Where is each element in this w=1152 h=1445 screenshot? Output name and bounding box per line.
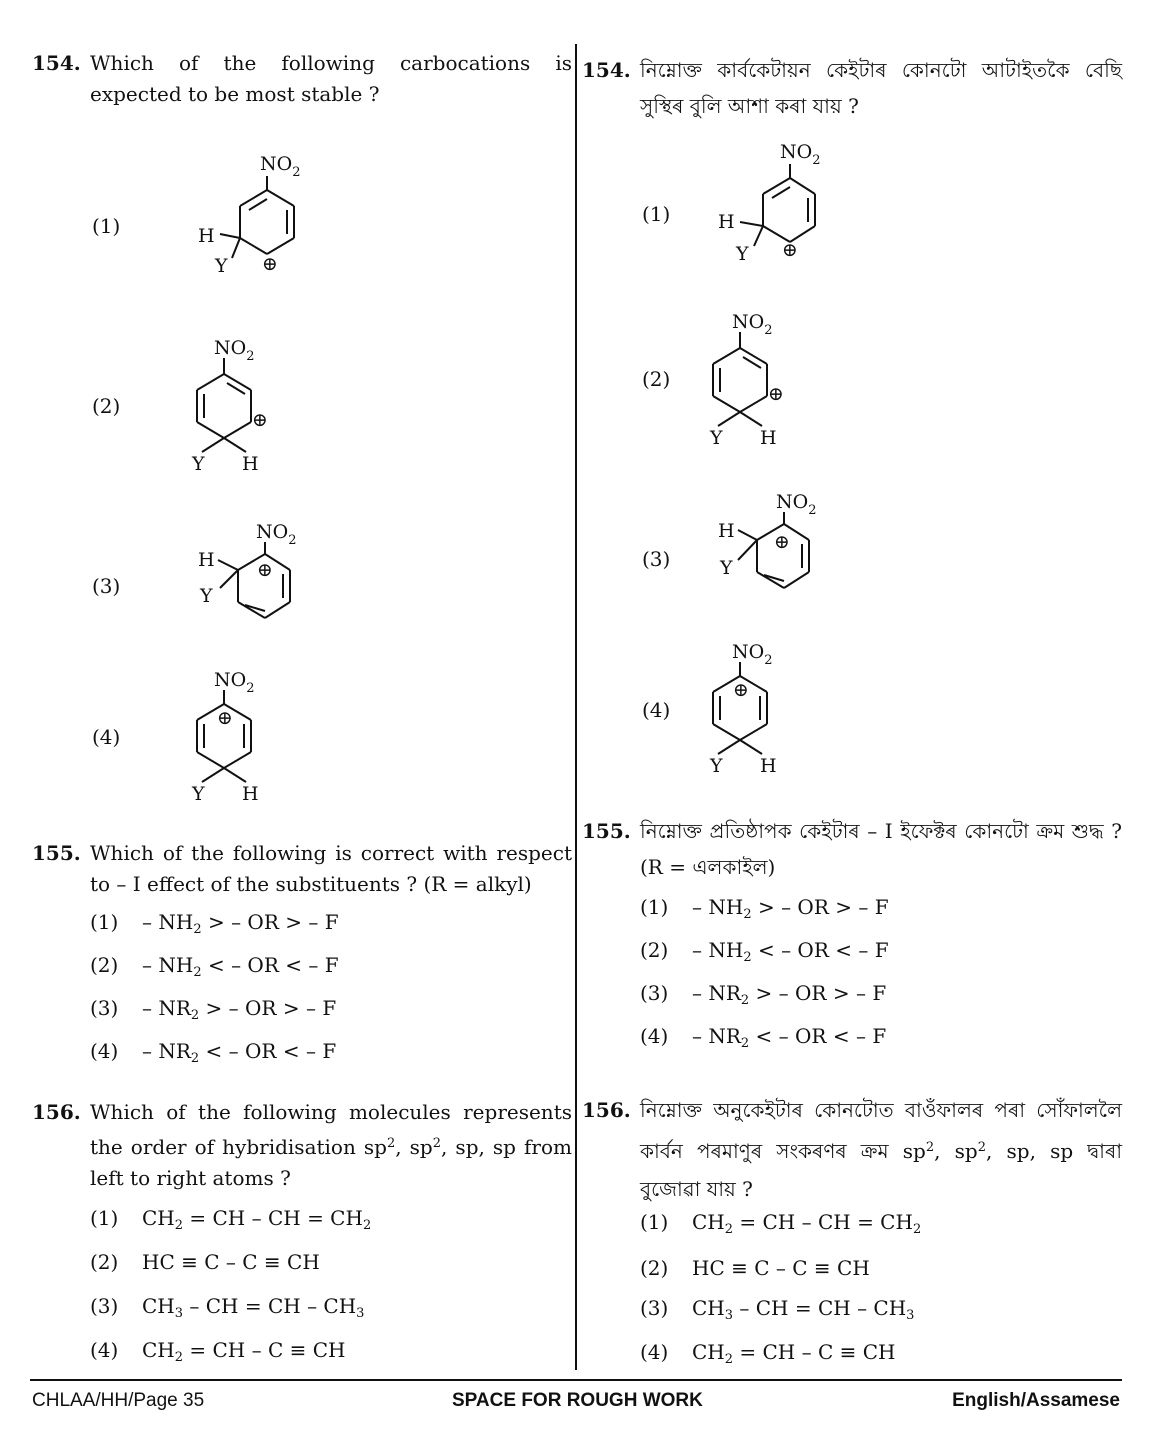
nitro-label: $NO_2$ xyxy=(214,337,255,364)
y-label: Y xyxy=(192,783,205,805)
positive-charge-icon: ⊕ xyxy=(217,707,233,729)
structure-4 xyxy=(710,632,850,786)
question-number: 154. xyxy=(32,51,81,75)
hydrogen-label: H xyxy=(760,427,777,449)
nitro-label: $NO_2$ xyxy=(260,153,301,180)
structure-2 xyxy=(710,304,850,458)
positive-charge-icon: ⊕ xyxy=(733,679,749,701)
positive-charge-icon: ⊕ xyxy=(257,559,273,581)
nitro-label: $NO_2$ xyxy=(780,141,821,168)
structure-4 xyxy=(162,660,302,814)
positive-charge-icon: ⊕ xyxy=(782,239,798,261)
question-number: 154. xyxy=(582,58,631,82)
nitro-label: $NO_2$ xyxy=(732,641,773,668)
question-number: 156. xyxy=(32,1100,81,1124)
nitro-label: $NO_2$ xyxy=(256,521,297,548)
hydrogen-label: H xyxy=(718,211,735,233)
positive-charge-icon: ⊕ xyxy=(252,409,268,431)
nitro-label: $NO_2$ xyxy=(776,491,817,518)
question-text: Which of the following molecules represents the order of hybridisation $sp^2$, $sp^2$, sp, sp from left to right atoms ? xyxy=(90,1100,572,1190)
structure-3 xyxy=(710,482,850,606)
question-number: 155. xyxy=(32,841,81,865)
positive-charge-icon: ⊕ xyxy=(262,253,278,275)
structure-3 xyxy=(162,512,302,636)
nitro-label: $NO_2$ xyxy=(732,311,773,338)
language-label: English/Assamese xyxy=(952,1390,1120,1411)
hydrogen-label: H xyxy=(718,520,735,542)
hydrogen-label: H xyxy=(198,549,215,571)
footer-rule xyxy=(30,1379,1122,1381)
question-text: Which of the following carbocations is expected to be most stable ? xyxy=(90,51,572,106)
hydrogen-label: H xyxy=(242,783,259,805)
y-label: Y xyxy=(215,255,228,277)
nitro-label: $NO_2$ xyxy=(214,669,255,696)
structure-2 xyxy=(162,330,302,484)
question-number: 156. xyxy=(582,1098,631,1122)
y-label: Y xyxy=(710,755,723,777)
y-label: Y xyxy=(720,557,733,579)
y-label: Y xyxy=(710,427,723,449)
question-number: 155. xyxy=(582,819,631,843)
hydrogen-label: H xyxy=(760,755,777,777)
question-text: Which of the following is correct with respect to – I effect of the substituents ? (R = alkyl) xyxy=(90,841,572,896)
structure-1 xyxy=(710,138,850,272)
question-text: নিম্নোক্ত কাৰ্বকেটায়ন কেইটাৰ কোনটো আটাইতকৈ বেছি সুস্থিৰ বুলি আশা কৰা যায় ? xyxy=(640,58,1122,118)
column-divider xyxy=(575,44,577,1370)
hydrogen-label: H xyxy=(198,225,215,247)
question-text: নিম্নোক্ত অনুকেইটাৰ কোনটোত বাওঁফালৰ পৰা সোঁফাললৈ কাৰ্বন পৰমাণুৰ সংকৰণৰ ক্ৰম $sp^2$, $sp^2$, sp, sp দ্বাৰা বুজোৱা যায় ? xyxy=(640,1098,1123,1201)
page-id: CHLAA/HH/Page 35 xyxy=(32,1390,205,1411)
y-label: Y xyxy=(736,243,749,265)
hydrogen-label: H xyxy=(242,453,259,475)
y-label: Y xyxy=(192,453,205,475)
positive-charge-icon: ⊕ xyxy=(768,383,784,405)
question-text: নিম্নোক্ত প্ৰতিষ্ঠাপক কেইটাৰ – I ইফেক্টৰ কোনটো ক্ৰম শুদ্ধ ? (R = এলকাইল) xyxy=(640,819,1122,879)
structure-1 xyxy=(162,150,302,284)
positive-charge-icon: ⊕ xyxy=(774,531,790,553)
rough-work-label: SPACE FOR ROUGH WORK xyxy=(452,1390,703,1411)
y-label: Y xyxy=(200,585,213,607)
